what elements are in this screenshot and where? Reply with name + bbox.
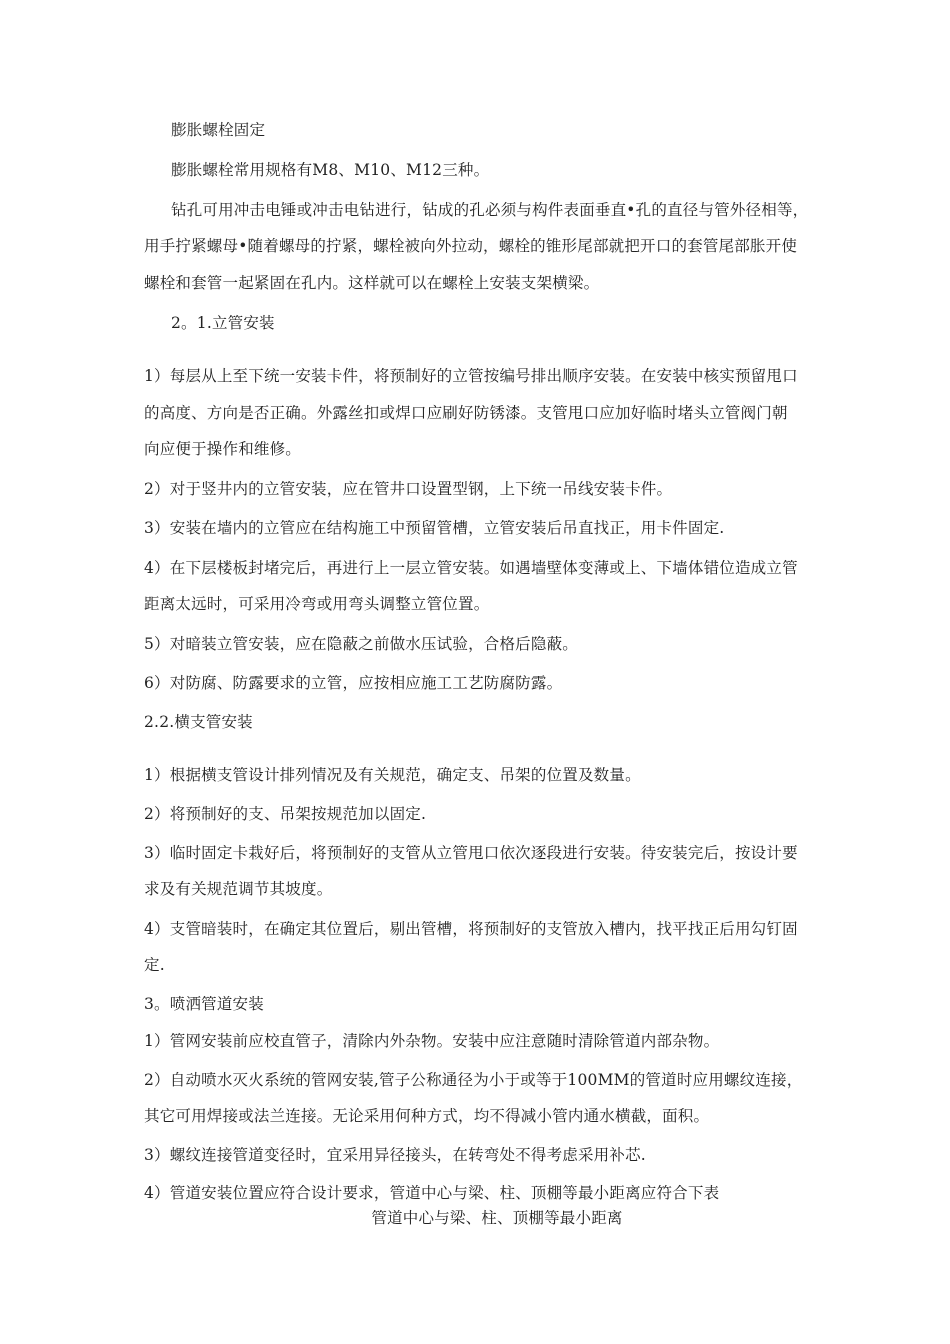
paragraph-line: 定. <box>144 956 165 974</box>
paragraph-line: 4）管道安装位置应符合设计要求，管道中心与梁、柱、顶棚等最小距离应符合下表 <box>144 1184 720 1202</box>
paragraph-line: 6）对防腐、防露要求的立管，应按相应施工工艺防腐防露。 <box>144 674 563 692</box>
paragraph-line: 2）对于竖井内的立管安装，应在管井口设置型钢，上下统一吊线安装卡件。 <box>144 480 673 498</box>
paragraph-line: 1）根据横支管设计排列情况及有关规范，确定支、吊架的位置及数量。 <box>144 766 641 784</box>
heading-expansion-bolt: 膨胀螺栓固定 <box>171 121 266 139</box>
paragraph-line: 1）管网安装前应校直管子，清除内外杂物。安装中应注意随时清除管道内部杂物。 <box>144 1032 720 1050</box>
paragraph-line: 2）自动喷水灭火系统的管网安装,管子公称通径为小于或等于100MM的管道时应用螺纹连接， <box>144 1071 803 1089</box>
paragraph-line: 膨胀螺栓常用规格有M8、M10、M12三种。 <box>171 161 490 179</box>
table-caption: 管道中心与梁、柱、顶棚等最小距离 <box>371 1209 623 1227</box>
paragraph-line: 钻孔可用冲击电锤或冲击电钻进行，钻成的孔必须与构件表面垂直•孔的直径与管外径相等， <box>171 201 809 219</box>
paragraph-line: 1）每层从上至下统一安装卡件，将预制好的立管按编号排出顺序安装。在安装中核实预留甩口 <box>144 367 798 385</box>
paragraph-line: 4）支管暗装时，在确定其位置后，剔出管槽，将预制好的支管放入槽内，找平找正后用勾钉固 <box>144 920 798 938</box>
paragraph-line: 用手拧紧螺母•随着螺母的拧紧，螺栓被向外拉动，螺栓的锥形尾部就把开口的套管尾部胀开使 <box>144 237 798 255</box>
paragraph-line: 5）对暗装立管安装，应在隐蔽之前做水压试验，合格后隐蔽。 <box>144 635 578 653</box>
paragraph-line: 4）在下层楼板封堵完后，再进行上一层立管安装。如遇墙壁体变薄或上、下墙体错位造成立管 <box>144 559 798 577</box>
paragraph-line: 的高度、方向是否正确。外露丝扣或焊口应刷好防锈漆。支管甩口应加好临时堵头立管阀门朝 <box>144 404 788 422</box>
section-heading: 3。喷洒管道安装 <box>144 995 264 1013</box>
paragraph-line: 2）将预制好的支、吊架按规范加以固定. <box>144 805 427 823</box>
paragraph-line: 其它可用焊接或法兰连接。无论采用何种方式，均不得减小管内通水横截，面积。 <box>144 1107 710 1125</box>
paragraph-line: 距离太远时，可采用冷弯或用弯头调整立管位置。 <box>144 595 490 613</box>
paragraph-line: 求及有关规范调节其坡度。 <box>144 880 333 898</box>
section-heading: 2.2.横支管安装 <box>144 713 253 731</box>
paragraph-line: 螺栓和套管一起紧固在孔内。这样就可以在螺栓上安装支架横梁。 <box>144 274 600 292</box>
paragraph-line: 向应便于操作和维修。 <box>144 440 302 458</box>
paragraph-line: 3）临时固定卡栽好后，将预制好的支管从立管甩口依次逐段进行安装。待安装完后，按设计要 <box>144 844 798 862</box>
paragraph-line: 3）安装在墙内的立管应在结构施工中预留管槽，立管安装后吊直找正，用卡件固定. <box>144 519 725 537</box>
section-heading: 2。1.立管安装 <box>171 314 275 332</box>
paragraph-line: 3）螺纹连接管道变径时，宜采用异径接头，在转弯处不得考虑采用补芯. <box>144 1146 646 1164</box>
